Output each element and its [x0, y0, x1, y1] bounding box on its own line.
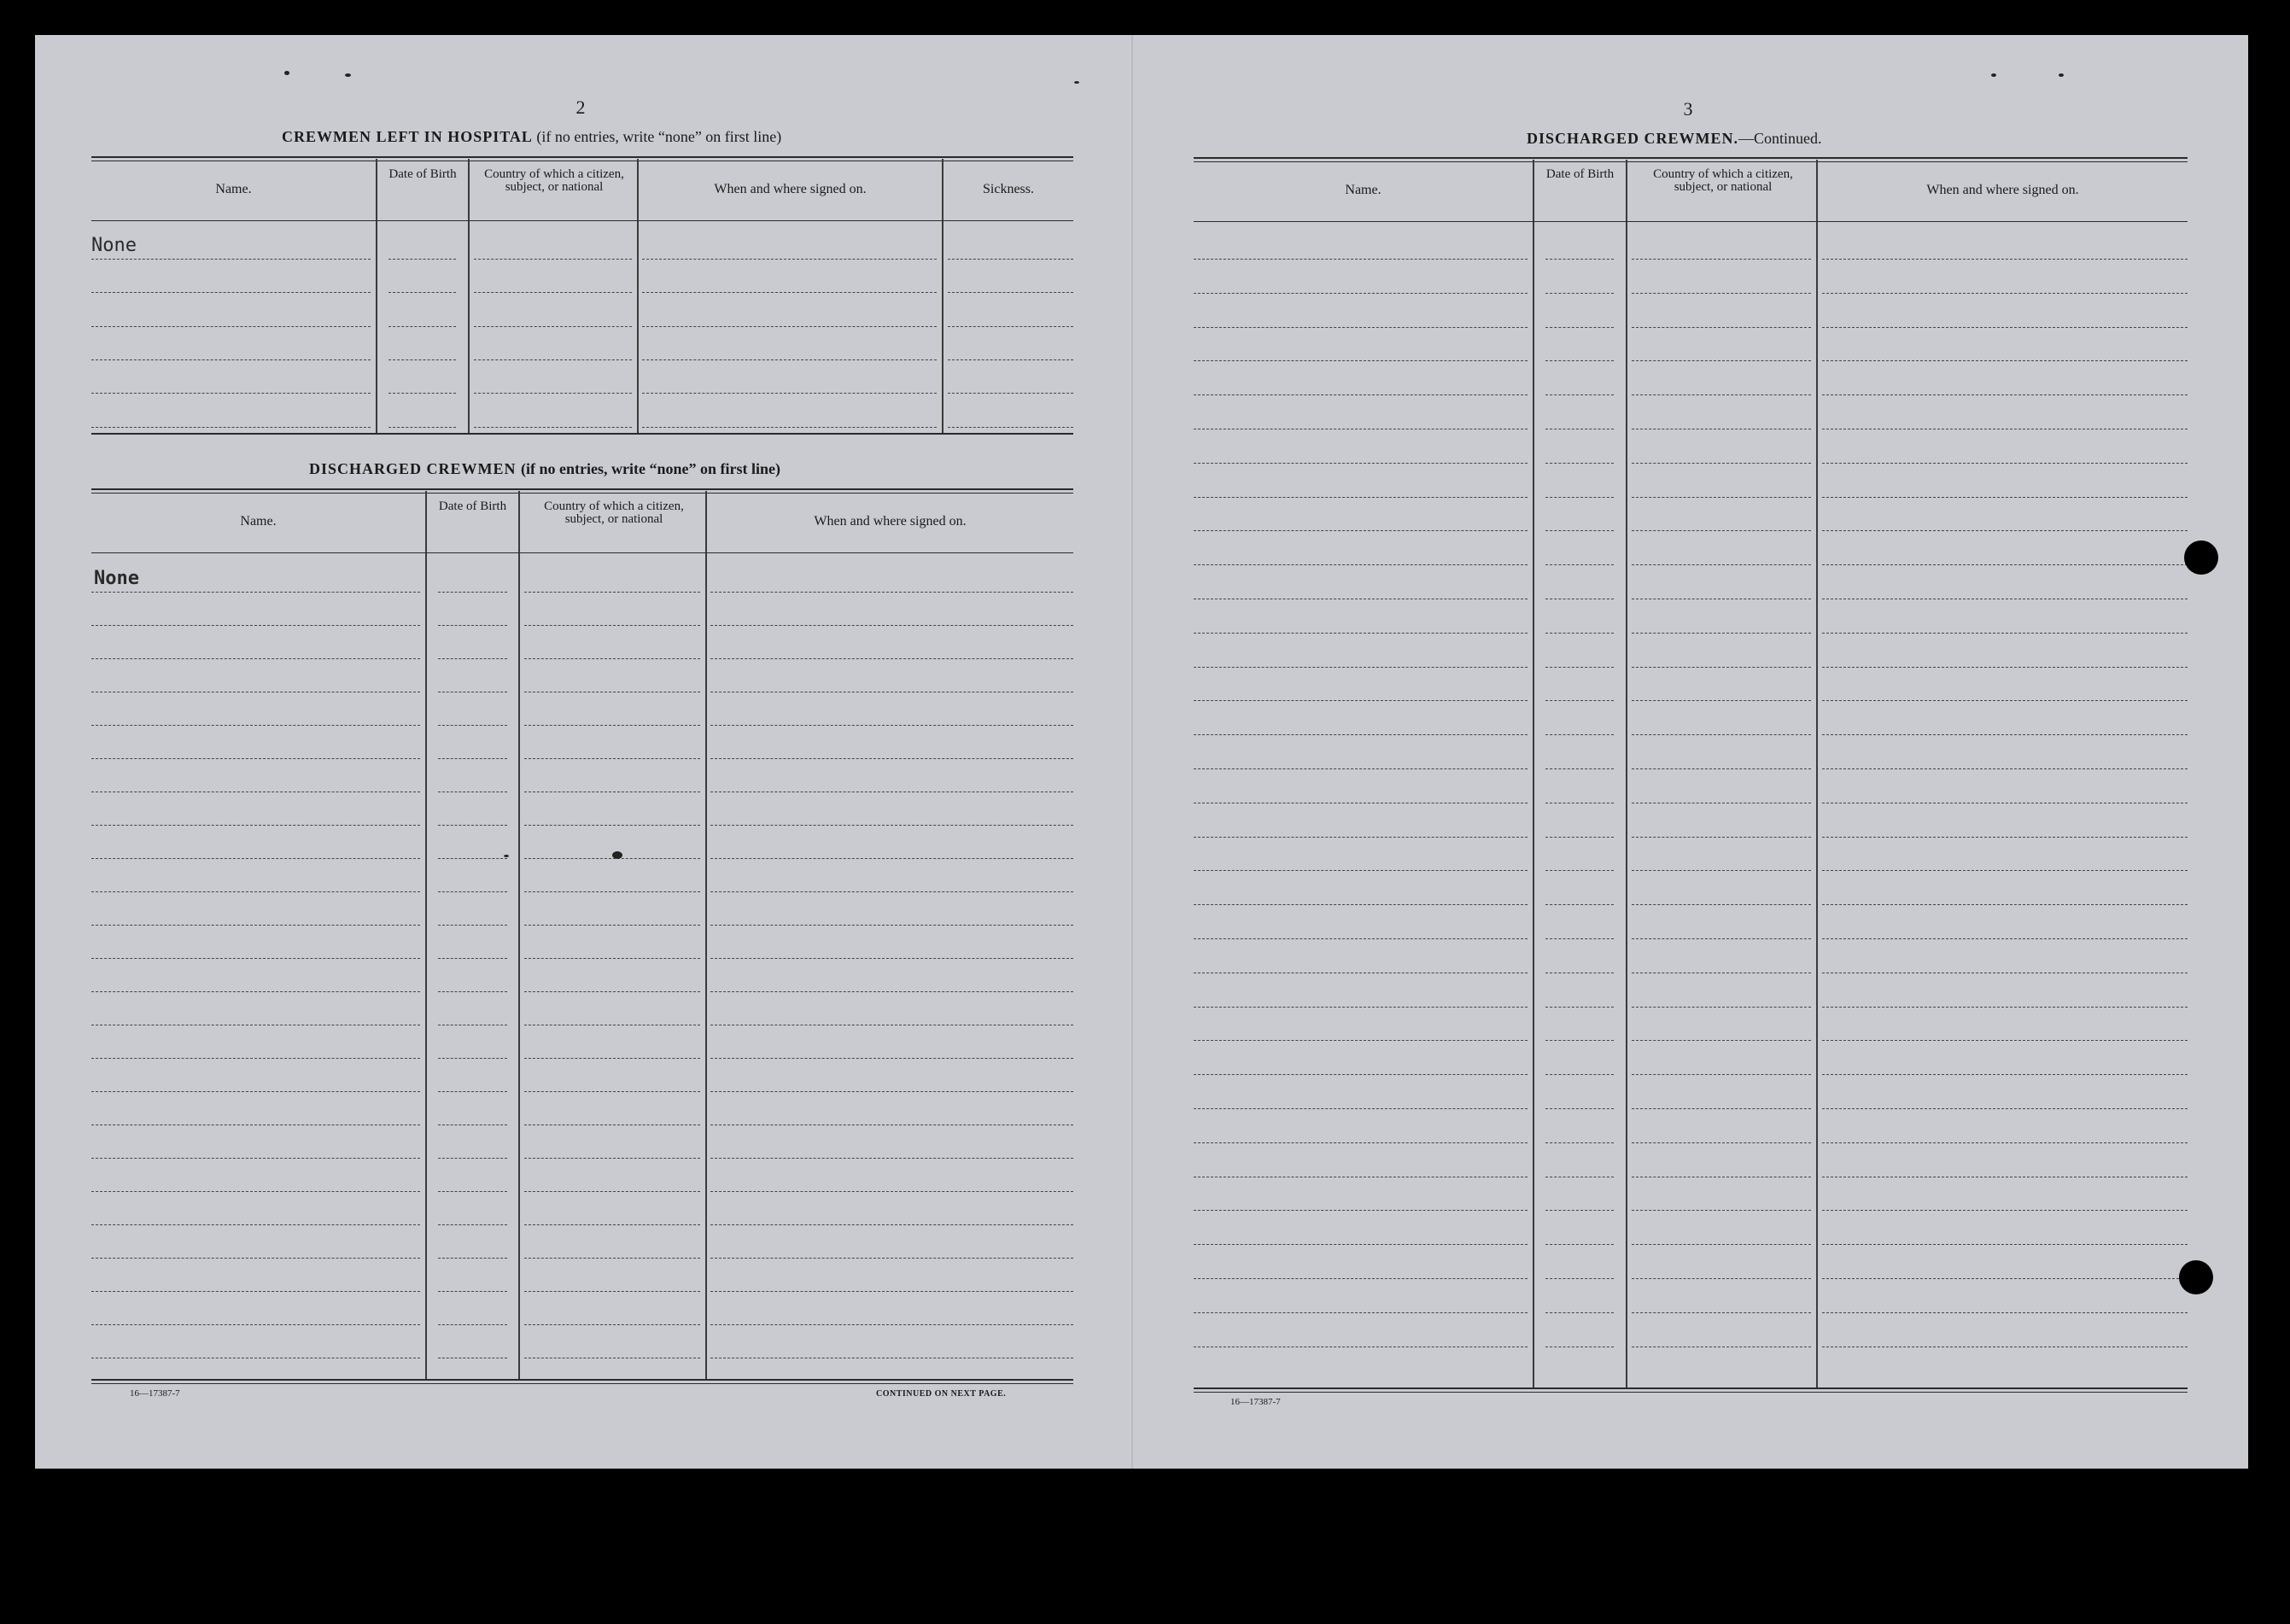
hospital-title-text: CREWMEN LEFT IN HOSPITAL: [282, 128, 532, 145]
ruled-line: [438, 1258, 507, 1259]
ruled-line: [1822, 394, 2188, 395]
ruled-line: [1545, 530, 1614, 531]
paper-speck: [1074, 81, 1079, 84]
ruled-line: [1822, 734, 2188, 735]
hospital-section-title: [282, 128, 781, 146]
right-top-rule: [1194, 157, 2188, 159]
ruled-line: [1822, 530, 2188, 531]
ruled-line: [1632, 938, 1811, 939]
ruled-line: [438, 825, 507, 826]
ruled-line: [524, 858, 700, 859]
ruled-line: [1545, 1210, 1614, 1211]
right-top-rule-2: [1194, 161, 2188, 162]
ruled-line: [642, 393, 937, 394]
ruled-line: [1545, 837, 1614, 838]
ruled-line: [710, 658, 1073, 659]
ruled-line: [1545, 1108, 1614, 1109]
ruled-line: [91, 1091, 420, 1092]
ruled-line: [524, 1324, 700, 1325]
ruled-line: [1822, 293, 2188, 294]
ruled-line: [438, 1058, 507, 1059]
ruled-line: [474, 393, 632, 394]
ruled-line: [948, 326, 1073, 327]
ruled-line: [91, 991, 420, 992]
ruled-line: [1545, 1007, 1614, 1008]
ruled-line: [1822, 904, 2188, 905]
ruled-line: [474, 427, 632, 428]
ruled-line: [91, 725, 420, 726]
ruled-line: [524, 891, 700, 892]
ruled-line: [438, 1158, 507, 1159]
ruled-line: [388, 359, 456, 360]
ruled-line: [524, 725, 700, 726]
ruled-line: [474, 292, 632, 293]
left-form-number: 16—17387-7: [130, 1388, 180, 1399]
ruled-line: [1545, 938, 1614, 939]
ruled-line: [1822, 259, 2188, 260]
ruled-line: [438, 1091, 507, 1092]
ruled-line: [1545, 734, 1614, 735]
ruled-line: [1632, 1278, 1811, 1279]
hospital-header-rule: [91, 220, 1073, 221]
ruled-line: [1822, 360, 2188, 361]
ruled-line: [710, 1224, 1073, 1225]
ruled-line: [91, 427, 371, 428]
ruled-line: [1632, 667, 1811, 668]
ruled-line: [642, 427, 937, 428]
ruled-line: [388, 427, 456, 428]
ruled-line: [1194, 360, 1528, 361]
right-col-divider: [1626, 160, 1627, 1387]
ruled-line: [1194, 530, 1528, 531]
paper-speck: [612, 851, 622, 859]
ruled-line: [710, 1091, 1073, 1092]
ruled-line: [388, 326, 456, 327]
ruled-line: [438, 758, 507, 759]
ruled-line: [710, 725, 1073, 726]
ruled-line: [1545, 667, 1614, 668]
document-sheet: [35, 35, 2248, 1469]
ruled-line: [388, 292, 456, 293]
hospital-col-divider: [637, 159, 639, 434]
ruled-line: [1194, 1278, 1528, 1279]
discharged-entry-name: None: [94, 568, 139, 589]
ruled-line: [642, 292, 937, 293]
ruled-line: [642, 359, 937, 360]
right-form-number: 16—17387-7: [1230, 1397, 1281, 1407]
ruled-line: [91, 1158, 420, 1159]
ruled-line: [948, 359, 1073, 360]
right-col-divider: [1816, 160, 1818, 1387]
ruled-line: [438, 991, 507, 992]
ruled-line: [1822, 870, 2188, 871]
ruled-line: [91, 825, 420, 826]
right-header-country: Country of which a citizen, subject, or national: [1653, 167, 1793, 194]
ruled-line: [948, 427, 1073, 428]
ruled-line: [710, 825, 1073, 826]
right-header-name: Name.: [1345, 183, 1382, 197]
ruled-line: [1194, 1108, 1528, 1109]
ruled-line: [710, 592, 1073, 593]
ruled-line: [1194, 1007, 1528, 1008]
ruled-line: [91, 858, 420, 859]
ruled-line: [1632, 394, 1811, 395]
ruled-line: [1194, 1142, 1528, 1143]
right-col-divider: [1533, 160, 1534, 1387]
paper-speck: [1991, 73, 1996, 77]
paper-speck: [2059, 73, 2064, 77]
ruled-line: [438, 925, 507, 926]
ruled-line: [91, 758, 420, 759]
ruled-line: [710, 958, 1073, 959]
ruled-line: [1822, 1074, 2188, 1075]
hospital-header-signed-on: When and where signed on.: [714, 182, 867, 196]
ruled-line: [91, 592, 420, 593]
discharged-header-name: Name.: [240, 514, 277, 529]
discharged-col-divider: [518, 491, 520, 1381]
ruled-line: [91, 1291, 420, 1292]
ruled-line: [91, 259, 371, 260]
right-section-title: [1527, 130, 1822, 148]
ruled-line: [91, 292, 371, 293]
ruled-line: [1822, 938, 2188, 939]
ruled-line: [1632, 1074, 1811, 1075]
ruled-line: [91, 326, 371, 327]
ruled-line: [524, 925, 700, 926]
hospital-entry-name: None: [91, 235, 137, 256]
ruled-line: [1545, 360, 1614, 361]
ruled-line: [1545, 1040, 1614, 1041]
ruled-line: [1194, 667, 1528, 668]
paper-speck: [345, 73, 351, 77]
ruled-line: [1632, 633, 1811, 634]
ruled-line: [1194, 700, 1528, 701]
ruled-line: [91, 891, 420, 892]
ruled-line: [438, 725, 507, 726]
ruled-line: [1822, 327, 2188, 328]
ruled-line: [1822, 1142, 2188, 1143]
ruled-line: [91, 925, 420, 926]
ruled-line: [1194, 904, 1528, 905]
ruled-line: [524, 1091, 700, 1092]
ruled-line: [710, 1158, 1073, 1159]
ruled-line: [948, 259, 1073, 260]
ruled-line: [1822, 837, 2188, 838]
ruled-line: [1194, 938, 1528, 939]
right-header-rule: [1194, 221, 2188, 222]
hospital-header-sickness: Sickness.: [983, 182, 1034, 196]
ruled-line: [1545, 768, 1614, 769]
hospital-instruction: (if no entries, write “none” on first line): [536, 128, 782, 145]
ruled-line: [438, 958, 507, 959]
discharged-header-rule: [91, 552, 1073, 553]
ruled-line: [524, 658, 700, 659]
ruled-line: [1632, 1312, 1811, 1313]
hospital-header-country: Country of which a citizen, subject, or national: [484, 167, 624, 194]
ruled-line: [1545, 394, 1614, 395]
ruled-line: [1822, 768, 2188, 769]
ruled-line: [1194, 497, 1528, 498]
right-title-suffix: —Continued.: [1738, 130, 1822, 147]
ruled-line: [524, 1158, 700, 1159]
ruled-line: [524, 1191, 700, 1192]
ruled-line: [438, 1191, 507, 1192]
ruled-line: [1822, 667, 2188, 668]
punch-hole: [2184, 540, 2218, 575]
right-header-dob: Date of Birth: [1545, 167, 1615, 181]
ruled-line: [1632, 564, 1811, 565]
ruled-line: [474, 259, 632, 260]
paper-speck: [284, 71, 289, 75]
hospital-bottom-rule: [91, 433, 1073, 435]
ruled-line: [1632, 700, 1811, 701]
ruled-line: [1194, 837, 1528, 838]
discharged-title-text: DISCHARGED CREWMEN: [309, 460, 517, 477]
ruled-line: [91, 958, 420, 959]
ruled-line: [1545, 463, 1614, 464]
discharged-bottom-rule-2: [91, 1383, 1073, 1384]
ruled-line: [91, 625, 420, 626]
ruled-line: [1545, 1278, 1614, 1279]
ruled-line: [1194, 1312, 1528, 1313]
ruled-line: [1194, 463, 1528, 464]
ruled-line: [524, 1058, 700, 1059]
ruled-line: [1822, 1278, 2188, 1279]
ruled-line: [91, 1324, 420, 1325]
ruled-line: [524, 1258, 700, 1259]
ruled-line: [1194, 1210, 1528, 1211]
punch-hole: [2179, 1260, 2213, 1294]
ruled-line: [1545, 1244, 1614, 1245]
ruled-line: [524, 991, 700, 992]
ruled-line: [642, 259, 937, 260]
ruled-line: [524, 625, 700, 626]
ruled-line: [1822, 1108, 2188, 1109]
discharged-header-dob: Date of Birth: [438, 499, 507, 513]
ruled-line: [1545, 700, 1614, 701]
ruled-line: [1822, 564, 2188, 565]
ruled-line: [1545, 870, 1614, 871]
ruled-line: [1632, 497, 1811, 498]
ruled-line: [91, 1191, 420, 1192]
hospital-top-rule: [91, 156, 1073, 158]
ruled-line: [438, 625, 507, 626]
ruled-line: [388, 393, 456, 394]
ruled-line: [1194, 734, 1528, 735]
ruled-line: [1632, 1210, 1811, 1211]
ruled-line: [524, 1291, 700, 1292]
ruled-line: [1632, 870, 1811, 871]
ruled-line: [710, 925, 1073, 926]
hospital-header-name: Name.: [215, 182, 252, 196]
ruled-line: [1822, 1312, 2188, 1313]
ruled-line: [1632, 734, 1811, 735]
ruled-line: [1545, 327, 1614, 328]
ruled-line: [1632, 1244, 1811, 1245]
ruled-line: [1632, 327, 1811, 328]
discharged-section-title: [309, 460, 780, 478]
ruled-line: [710, 891, 1073, 892]
hospital-col-divider: [376, 159, 377, 434]
ruled-line: [524, 1224, 700, 1225]
discharged-col-divider: [425, 491, 427, 1381]
ruled-line: [1194, 870, 1528, 871]
ruled-line: [1822, 1210, 2188, 1211]
ruled-line: [710, 1258, 1073, 1259]
ruled-line: [1632, 1142, 1811, 1143]
paper-speck: [504, 855, 509, 857]
ruled-line: [1822, 497, 2188, 498]
ruled-line: [1632, 768, 1811, 769]
ruled-line: [1194, 1040, 1528, 1041]
hospital-col-divider: [468, 159, 470, 434]
ruled-line: [91, 393, 371, 394]
ruled-line: [1194, 1244, 1528, 1245]
ruled-line: [1632, 360, 1811, 361]
discharged-instruction: (if no entries, write “none” on first line): [521, 460, 780, 477]
ruled-line: [1194, 394, 1528, 395]
ruled-line: [1632, 837, 1811, 838]
continued-note: CONTINUED ON NEXT PAGE.: [876, 1389, 1007, 1399]
page-fold: [1131, 35, 1133, 1469]
ruled-line: [1194, 633, 1528, 634]
ruled-line: [1194, 564, 1528, 565]
ruled-line: [1632, 1108, 1811, 1109]
ruled-line: [1545, 564, 1614, 565]
right-title-text: DISCHARGED CREWMEN.: [1527, 130, 1739, 147]
ruled-line: [710, 1191, 1073, 1192]
left-page-number: 2: [575, 96, 586, 118]
ruled-line: [710, 991, 1073, 992]
ruled-line: [438, 1224, 507, 1225]
ruled-line: [524, 825, 700, 826]
ruled-line: [1632, 1007, 1811, 1008]
ruled-line: [710, 758, 1073, 759]
ruled-line: [438, 858, 507, 859]
ruled-line: [1822, 1007, 2188, 1008]
ruled-line: [524, 758, 700, 759]
ruled-line: [1545, 1074, 1614, 1075]
ruled-line: [474, 326, 632, 327]
ruled-line: [91, 359, 371, 360]
ruled-line: [1194, 1074, 1528, 1075]
ruled-line: [1194, 327, 1528, 328]
ruled-line: [1822, 1040, 2188, 1041]
ruled-line: [948, 292, 1073, 293]
ruled-line: [91, 1058, 420, 1059]
ruled-line: [438, 1291, 507, 1292]
discharged-top-rule: [91, 488, 1073, 490]
ruled-line: [1545, 633, 1614, 634]
ruled-line: [438, 592, 507, 593]
ruled-line: [1822, 633, 2188, 634]
discharged-col-divider: [705, 491, 707, 1381]
ruled-line: [91, 1258, 420, 1259]
ruled-line: [474, 359, 632, 360]
ruled-line: [1822, 1244, 2188, 1245]
ruled-line: [1545, 1142, 1614, 1143]
ruled-line: [710, 1058, 1073, 1059]
ruled-line: [710, 858, 1073, 859]
ruled-line: [1194, 259, 1528, 260]
ruled-line: [438, 658, 507, 659]
hospital-header-dob: Date of Birth: [388, 167, 457, 181]
discharged-top-rule-2: [91, 493, 1073, 494]
ruled-line: [948, 393, 1073, 394]
ruled-line: [1194, 293, 1528, 294]
discharged-bottom-rule: [91, 1379, 1073, 1381]
ruled-line: [710, 1324, 1073, 1325]
right-header-signed-on: When and where signed on.: [1926, 183, 2079, 197]
right-page-number: 3: [1683, 98, 1693, 120]
ruled-line: [1632, 530, 1811, 531]
ruled-line: [91, 1224, 420, 1225]
discharged-header-signed-on: When and where signed on.: [814, 514, 967, 529]
right-bottom-rule: [1194, 1387, 2188, 1389]
ruled-line: [1822, 700, 2188, 701]
ruled-line: [91, 658, 420, 659]
right-bottom-rule-2: [1194, 1392, 2188, 1393]
ruled-line: [438, 1324, 507, 1325]
ruled-line: [524, 958, 700, 959]
ruled-line: [1545, 259, 1614, 260]
ruled-line: [388, 259, 456, 260]
ruled-line: [710, 625, 1073, 626]
ruled-line: [1632, 259, 1811, 260]
ruled-line: [1545, 1312, 1614, 1313]
ruled-line: [1632, 293, 1811, 294]
ruled-line: [1194, 768, 1528, 769]
ruled-line: [438, 891, 507, 892]
hospital-col-divider: [942, 159, 943, 434]
ruled-line: [524, 592, 700, 593]
ruled-line: [710, 1291, 1073, 1292]
ruled-line: [1632, 463, 1811, 464]
discharged-header-country: Country of which a citizen, subject, or national: [544, 499, 684, 526]
ruled-line: [642, 326, 937, 327]
ruled-line: [1822, 463, 2188, 464]
ruled-line: [1545, 293, 1614, 294]
ruled-line: [1545, 904, 1614, 905]
ruled-line: [1632, 1040, 1811, 1041]
ruled-line: [1632, 904, 1811, 905]
ruled-line: [1545, 497, 1614, 498]
